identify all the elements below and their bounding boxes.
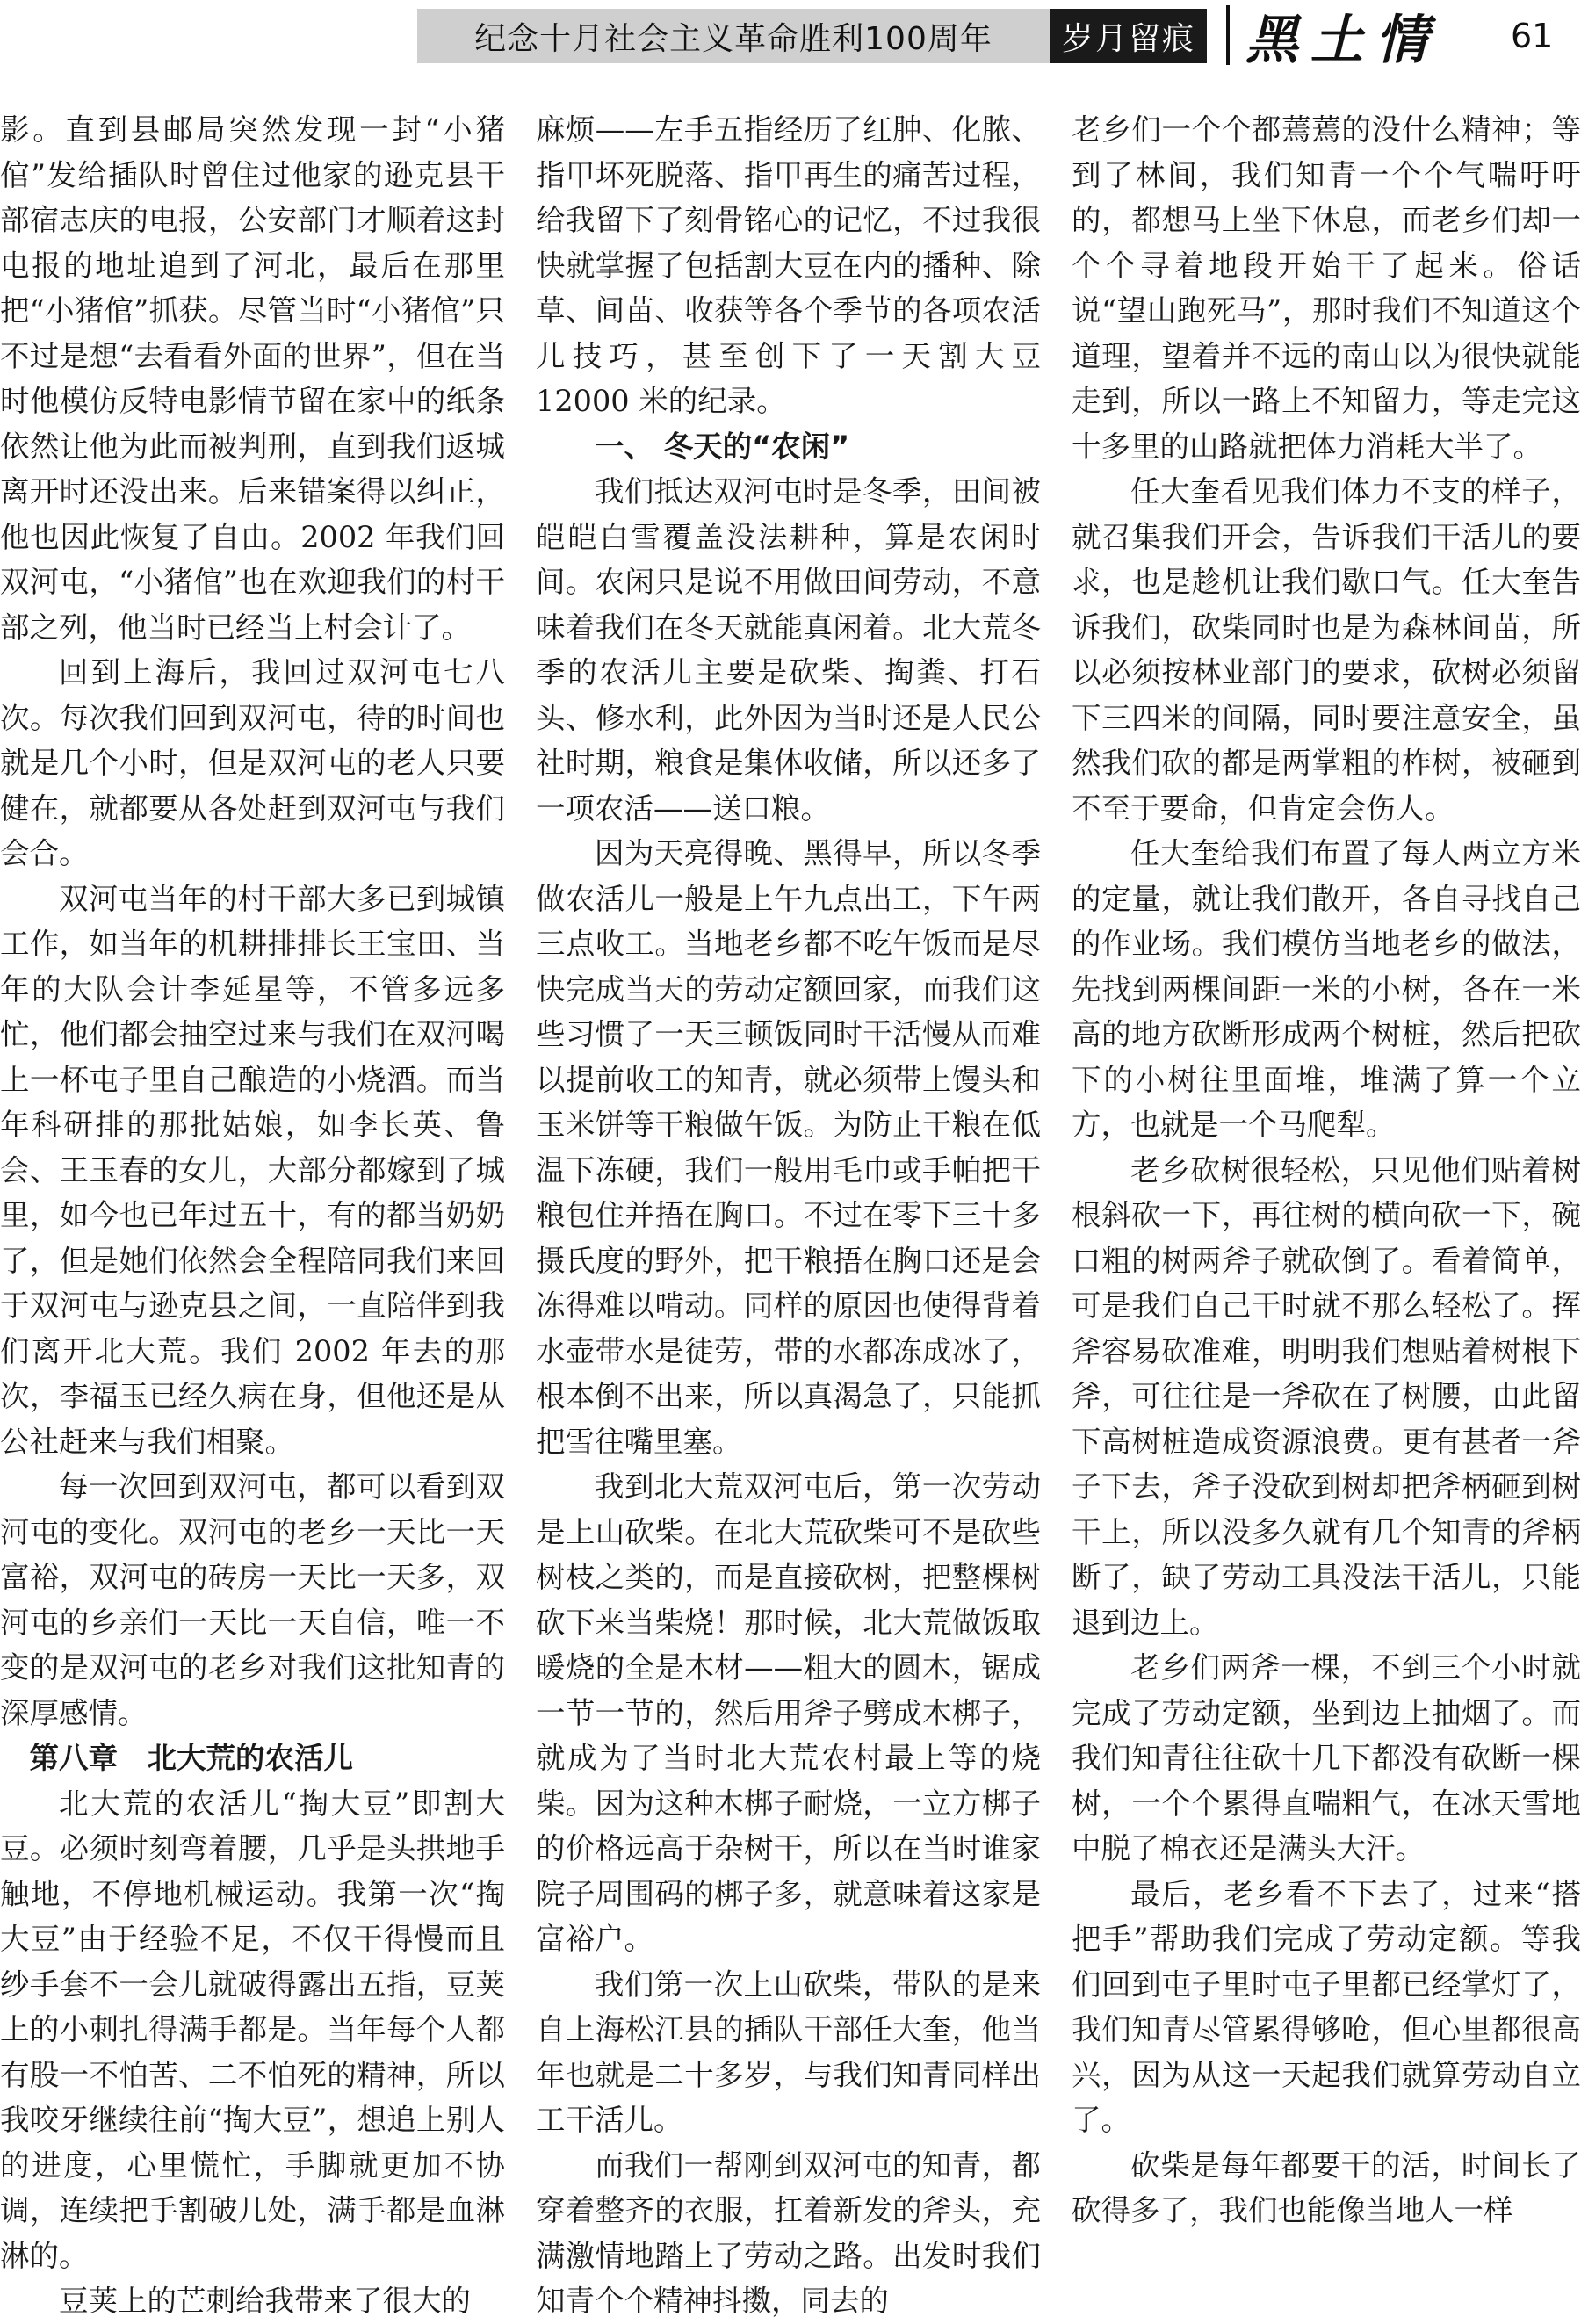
text-column-2 (536, 107, 1041, 2318)
body-paragraph: 回到上海后，我回过双河屯七八次。每次我们回到双河屯，待的时间也就是几个小时，但是双河屯的老人只要健在，就都要从各处赶到双河屯与我们会合。 (0, 655, 505, 870)
body-paragraph: 老乡们一个个都蔫蔫的没什么精神；等到了林间，我们知青一个个气喘吁吁的，都想马上坐下休息，而老乡们却一个个寻着地段开始干了起来。俗话说“望山跑死马”，那时我们不知道这个道理，望着并不远的南山以为很快就能走到，所以一路上不知留力，等走完这十多里的山路就把体力消耗大半了。 (1072, 112, 1581, 464)
header-divider (1226, 5, 1230, 65)
body-paragraph: 最后，老乡看不下去了，过来“搭把手”帮助我们完成了劳动定额。等我们回到屯子里时屯子里都已经掌灯了，我们知青尽管累得够呛，但心里都很高兴，因为从这一天起我们就算劳动自立了。 (1072, 1876, 1581, 2137)
body-paragraph: 老乡们两斧一棵，不到三个小时就完成了劳动定额，坐到边上抽烟了。而我们知青往往砍十几下都没有砍断一棵树，一个个累得直喘粗气，在冰天雪地中脱了棉衣还是满头大汗。 (1072, 1650, 1581, 1866)
body-paragraph: 任大奎看见我们体力不支的样子，就召集我们开会，告诉我们干活儿的要求，也是趁机让我们歇口气。任大奎告诉我们，砍柴同时也是为森林间苗，所以必须按林业部门的要求，砍树必须留下三四米的间隔，同时要注意安全，虽然我们砍的都是两掌粗的柞树，被砸到不至于要命，但肯定会伤人。 (1072, 474, 1581, 826)
body-paragraph: 双河屯当年的村干部大多已到城镇工作，如当年的机耕排排长王宝田、当年的大队会计李延星等，不管多远多忙，他们都会抽空过来与我们在双河喝上一杯屯子里自己酿造的小烧酒。而当年科研排的那批姑娘，如李长英、鲁会、王玉春的女儿，大部分都嫁到了城里，如今也已年过五十，有的都当奶奶了，但是她们依然会全程陪同我们来回于双河屯与逊克县之间，一直陪伴到我们离开北大荒。我们 2002 年去的那次，李福玉已经久病在身，但他还是从公社赶来与我们相聚。 (0, 881, 505, 1459)
body-paragraph: 北大荒的农活儿“掏大豆”即割大豆。必须时刻弯着腰，几乎是头拱地手触地，不停地机械运动。我第一次“掏大豆”由于经验不足，不仅干得慢而且纱手套不一会儿就破得露出五指，豆荚上的小刺扎得满手都是。当年每个人都有股一不怕苦、二不怕死的精神，所以我咬牙继续往前“掏大豆”，想追上别人的进度，心里慌忙，手脚就更加不协调，连续把手割破几处，满手都是血淋淋的。 (0, 1786, 505, 2273)
section-heading: 第八章 北大荒的农活儿 (29, 1741, 353, 1775)
body-paragraph: 而我们一帮刚到双河屯的知青，都穿着整齐的衣服，扛着新发的斧头，充满激情地踏上了劳动之路。出发时我们知青个个精神抖擞，同去的 (536, 2147, 1041, 2318)
body-paragraph: 我们第一次上山砍柴，带队的是来自上海松江县的插队干部任大奎，他当年也就是二十多岁，与我们知青同样出工干活儿。 (536, 1967, 1041, 2137)
section-tag: 岁月留痕 (1050, 9, 1207, 63)
page-number: 61 (1511, 17, 1554, 55)
body-paragraph: 砍柴是每年都要干的活，时间长了砍得多了，我们也能像当地人一样 (1072, 2147, 1581, 2227)
page-header (0, 0, 1581, 79)
text-column-1 (0, 107, 505, 2318)
body-paragraph: 我们抵达双河屯时是冬季，田间被皑皑白雪覆盖没法耕种，算是农闲时间。农闲只是说不用做田间劳动，不意味着我们在冬天就能真闲着。北大荒冬季的农活儿主要是砍柴、掏粪、打石头、修水利，此外因为当时还是人民公社时期，粮食是集体收储，所以还多了一项农活——送口粮。 (536, 474, 1041, 826)
text-column-3 (1072, 107, 1581, 2277)
body-paragraph: 每一次回到双河屯，都可以看到双河屯的变化。双河屯的老乡一天比一天富裕，双河屯的砖房一天比一天多，双河屯的乡亲们一天比一天自信，唯一不变的是双河屯的老乡对我们这批知青的深厚感情。 (0, 1469, 505, 1730)
body-paragraph: 影。直到县邮局突然发现一封“小猪倌”发给插队时曾住过他家的逊克县干部宿志庆的电报，公安部门才顺着这封电报的地址追到了河北，最后在那里把“小猪倌”抓获。尽管当时“小猪倌”只不过是想“去看看外面的世界”，但在当时他模仿反特电影情节留在家中的纸条依然让他为此而被判刑，直到我们返城离开时还没出来。后来错案得以纠正，他也因此恢复了自由。2002 年我们回双河屯，“小猪倌”也在欢迎我们的村干部之列，他当时已经当上村会计了。 (0, 112, 505, 645)
body-paragraph: 豆荚上的芒刺给我带来了很大的 (59, 2284, 471, 2318)
body-paragraph: 老乡砍树很轻松，只见他们贴着树根斜砍一下，再往树的横向砍一下，碗口粗的树两斧子就砍倒了。看着简单，可是我们自己干时就不那么轻松了。挥斧容易砍准难，明明我们想贴着树根下斧，可往往是一斧砍在了树腰，由此留下高树桩造成资源浪费。更有甚者一斧子下去，斧子没砍到树却把斧柄砸到树干上，所以没多久就有几个知青的斧柄断了，缺了劳动工具没法干活儿，只能退到边上。 (1072, 1152, 1581, 1640)
body-paragraph: 我到北大荒双河屯后，第一次劳动是上山砍柴。在北大荒砍柴可不是砍些树枝之类的，而是直接砍树，把整棵树砍下来当柴烧！那时候，北大荒做饭取暖烧的全是木材——粗大的圆木，锯成一节一节的，然后用斧子劈成木梆子，就成为了当时北大荒农村最上等的烧柴。因为这种木梆子耐烧，一立方梆子的价格远高于杂树干，所以在当时谁家院子周围码的梆子多，就意味着这家是富裕户。 (536, 1469, 1041, 1956)
commemoration-banner: 纪念十月社会主义革命胜利100周年 (417, 9, 1050, 63)
body-paragraph: 因为天亮得晚、黑得早，所以冬季做农活儿一般是上午九点出工，下午两三点收工。当地老乡都不吃午饭而是尽快完成当天的劳动定额回家，而我们这些习惯了一天三顿饭同时干活慢从而难以提前收工的知青，就必须带上馒头和玉米饼等干粮做午饭。为防止干粮在低温下冻硬，我们一般用毛巾或手帕把干粮包住并捂在胸口。不过在零下三十多摄氏度的野外，把干粮捂在胸口还是会冻得难以啃动。同样的原因也使得背着水壶带水是徒劳，带的水都冻成冰了，根本倒不出来，所以真渴急了，只能抓把雪往嘴里塞。 (536, 836, 1041, 1459)
magazine-logo: 黑土情 (1245, 10, 1440, 71)
section-heading: 一、 冬天的“农闲” (595, 429, 850, 464)
body-paragraph: 任大奎给我们布置了每人两立方米的定量，就让我们散开，各自寻找自己的作业场。我们模仿当地老乡的做法，先找到两棵间距一米的小树，各在一米高的地方砍断形成两个树桩，然后把砍下的小树往里面堆，堆满了算一个立方，也就是一个马爬犁。 (1072, 836, 1581, 1142)
body-paragraph: 麻烦——左手五指经历了红肿、化脓、指甲坏死脱落、指甲再生的痛苦过程，给我留下了刻骨铭心的记忆，不过我很快就掌握了包括割大豆在内的播种、除草、间苗、收获等各个季节的各项农活儿技巧，甚至创下了一天割大豆 12000 米的纪录。 (536, 112, 1041, 418)
